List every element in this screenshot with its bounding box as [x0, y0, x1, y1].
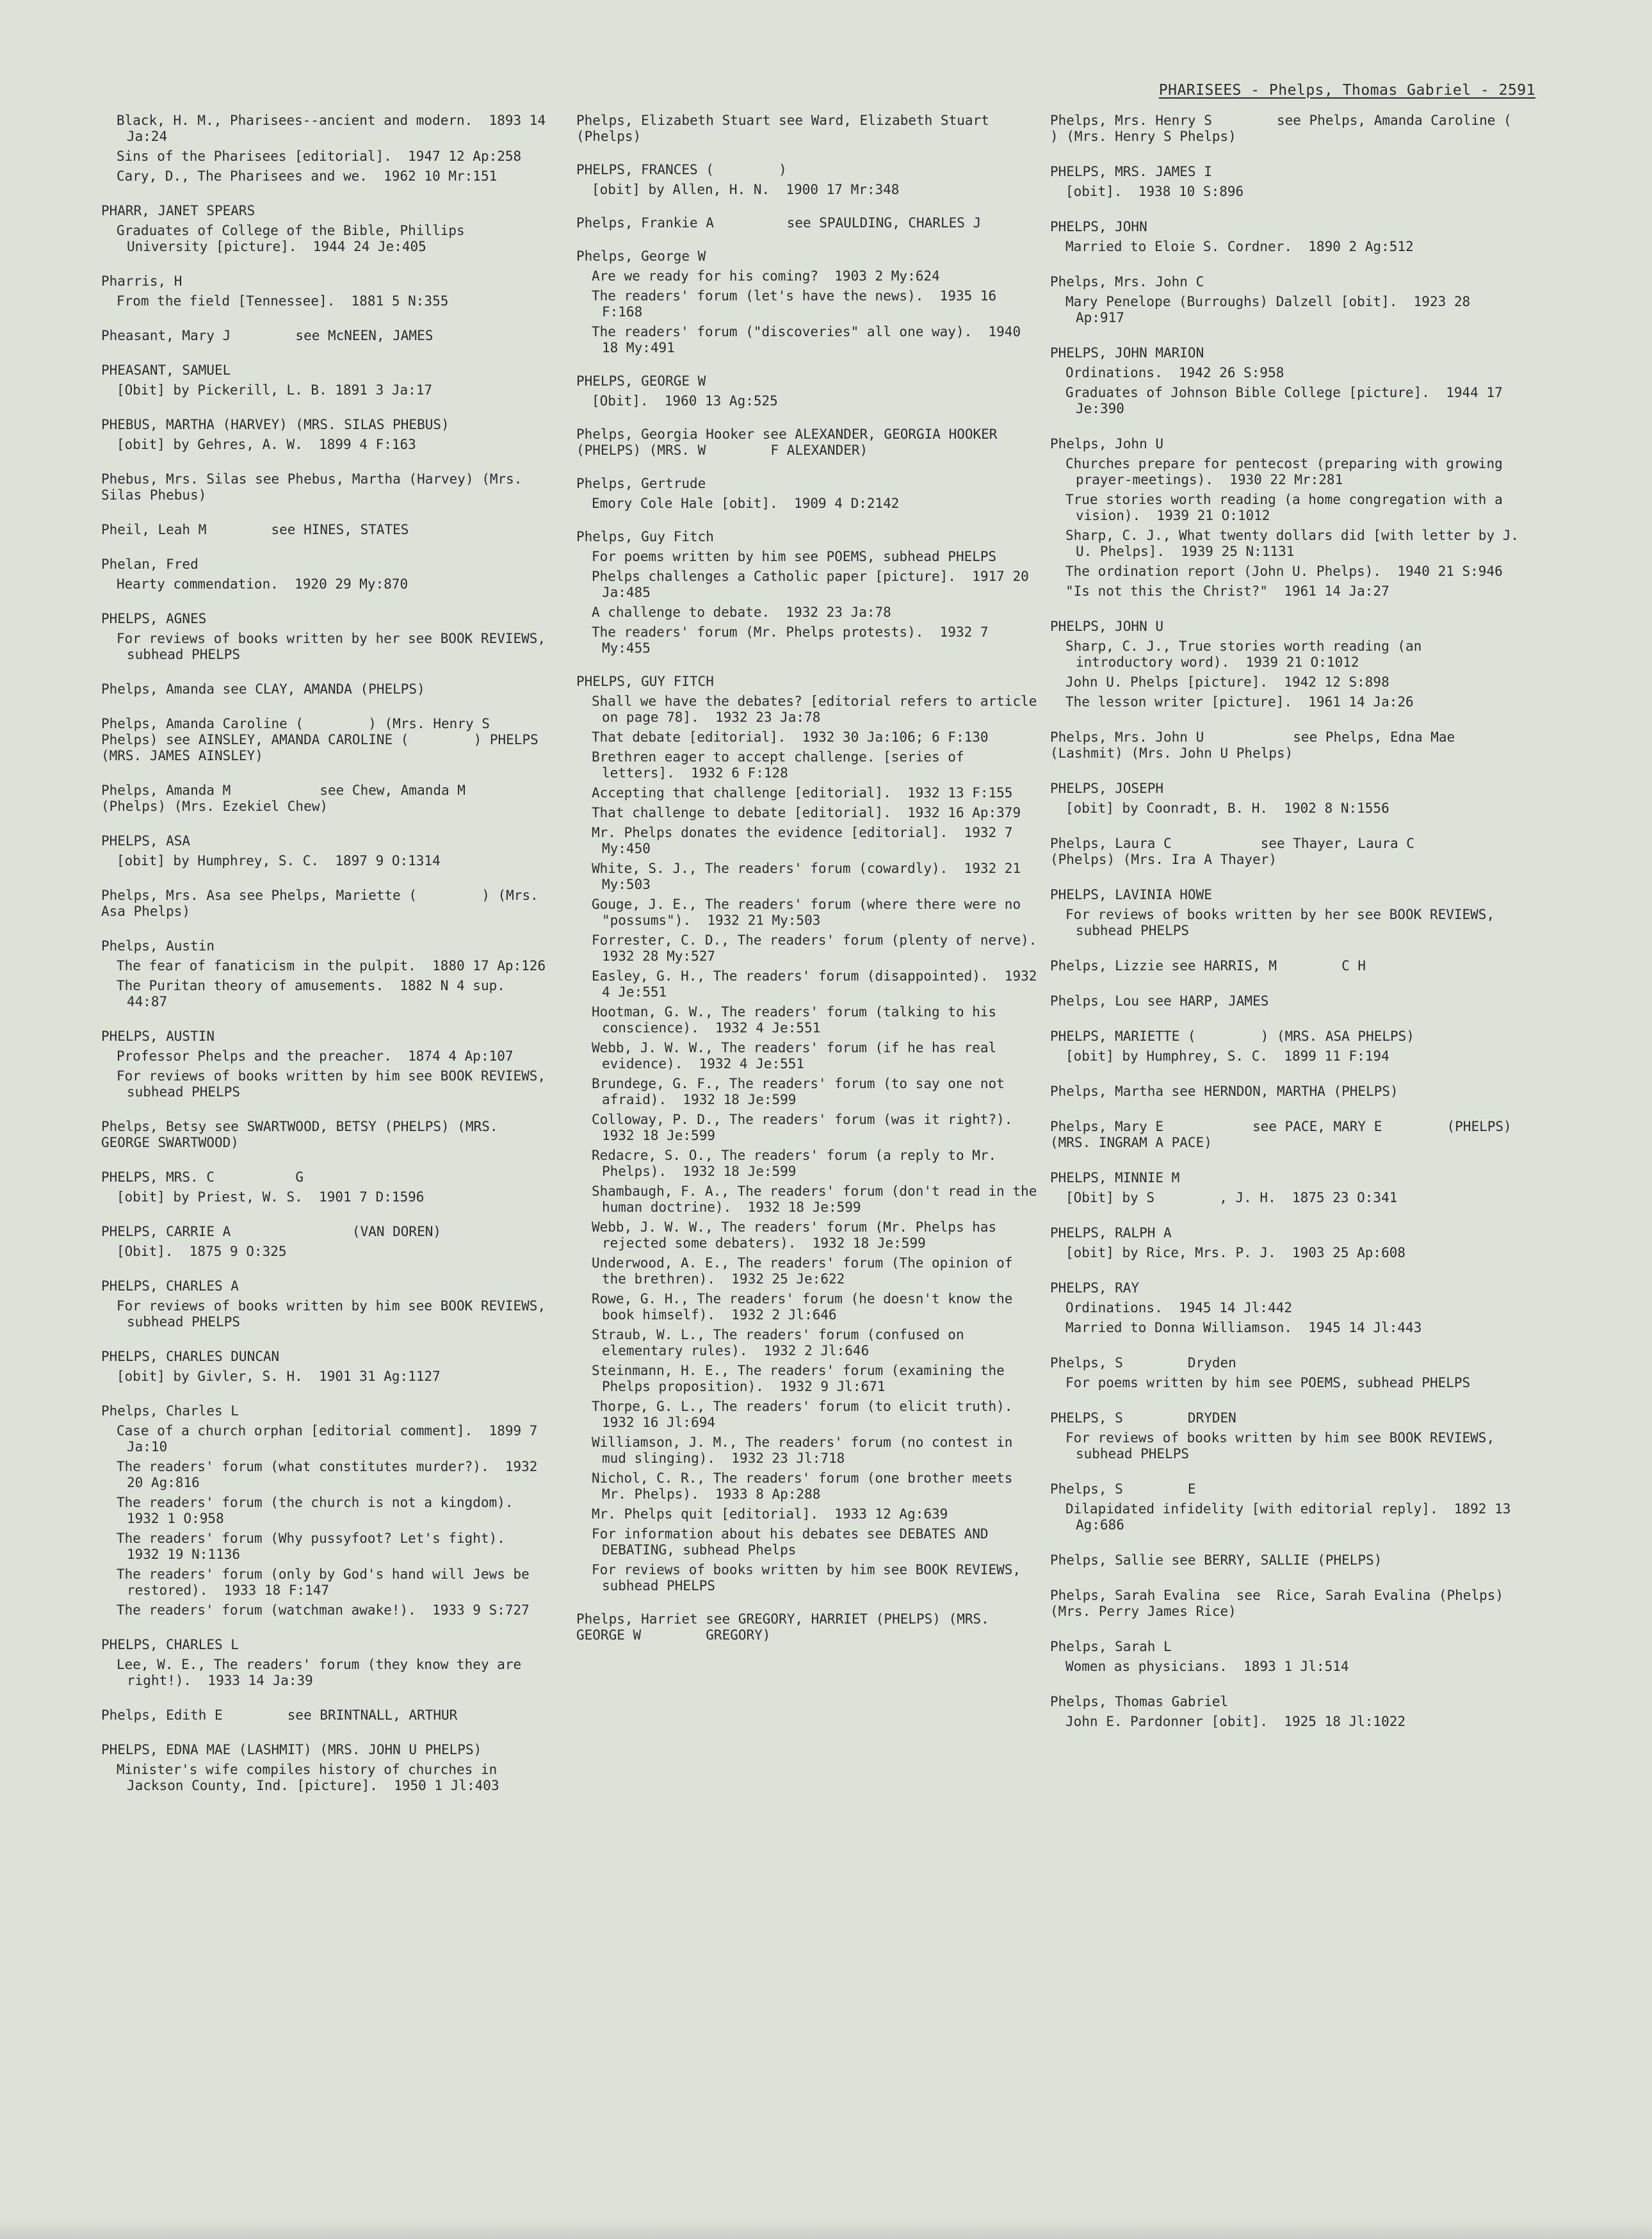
entry-heading: Phelps, Harriet see GREGORY, HARRIET (PHELPS) (MRS. GEORGE W GREGORY) [576, 1611, 998, 1643]
entry-citation: The Puritan theory of amusements. 1882 N 4 sup. 44:87 [117, 978, 514, 1009]
index-entry [101, 888, 549, 920]
entry-heading: PHELPS, CHARLES DUNCAN [101, 1349, 280, 1364]
index-entry [101, 938, 549, 1010]
entry-citation: Graduates of College of the Bible, Phillips University [picture]. 1944 24 Je:405 [117, 223, 473, 254]
index-entry [1050, 113, 1576, 145]
entry-citation: The readers' forum (let's have the news). 1935 16 F:168 [592, 288, 1005, 320]
index-entry [1050, 958, 1524, 974]
index-entry [101, 522, 549, 538]
entry-citation: Gouge, J. E., The readers' forum (where there were no "possums"). 1932 21 My:503 [592, 897, 1029, 928]
index-entry [101, 203, 549, 255]
index-entry [101, 113, 554, 184]
entry-heading: PHELPS, RALPH A [1050, 1225, 1172, 1241]
index-entry [101, 417, 549, 453]
entry-heading: Pheasant, Mary J see McNEEN, JAMES [101, 328, 433, 343]
entry-heading: PHELPS, AGNES [101, 611, 207, 626]
entry-heading: PHELPS, FRANCES ( ) [576, 162, 787, 177]
entry-citation: For information about his debates see DEBATES AND DEBATING, subhead Phelps [592, 1526, 997, 1558]
running-head: PHARISEES - Phelps, Thomas Gabriel - 2591 [1158, 82, 1535, 99]
index-entry [101, 1119, 549, 1151]
entry-citation: Colloway, P. D., The readers' forum (was it right?). 1932 18 Je:599 [592, 1112, 1029, 1143]
entry-heading: PHELPS, AUSTIN [101, 1029, 215, 1044]
index-entry [576, 427, 1037, 459]
entry-heading: Phelps, S E [1050, 1481, 1196, 1497]
entry-citation: [Obit] by S , J. H. 1875 23 O:341 [1065, 1190, 1398, 1205]
entry-citation: Graduates of Johnson Bible College [picture]. 1944 17 Je:390 [1065, 385, 1511, 416]
entry-heading: PHEASANT, SAMUEL [101, 362, 231, 378]
index-entry [1050, 219, 1524, 255]
entry-citation: Mr. Phelps donates the evidence [editorial]. 1932 7 My:450 [592, 825, 1021, 856]
entry-heading: Phelps, S Dryden [1050, 1355, 1236, 1371]
entry-citation: From the field [Tennessee]. 1881 5 N:355 [117, 293, 449, 309]
index-entry [101, 273, 549, 309]
entry-heading: PHELPS, JOHN [1050, 219, 1147, 234]
entry-heading: Phelps, Gertrude [576, 476, 706, 491]
index-column-3 [1050, 113, 1576, 1749]
entry-heading: PHELPS, GEORGE W [576, 373, 706, 389]
entry-citation: Brundege, G. F., The readers' forum (to say one not afraid). 1932 18 Je:599 [592, 1076, 1013, 1107]
entry-citation: [Obit]. 1960 13 Ag:525 [592, 393, 778, 409]
entry-citation: Forrester, C. D., The readers' forum (plenty of nerve). 1932 28 My:527 [592, 932, 1053, 964]
index-entry [1050, 729, 1524, 761]
index-entry [1050, 345, 1524, 417]
entry-citation: Sharp, C. J., True stories worth reading (an introductory word). 1939 21 O:1012 [1065, 639, 1430, 670]
index-entry [101, 783, 549, 815]
index-entry [101, 1169, 549, 1205]
entry-citation: The ordination report (John U. Phelps). 1940 21 S:946 [1065, 564, 1503, 579]
entry-citation: Married to Donna Williamson. 1945 14 Jl:443 [1065, 1320, 1422, 1335]
entry-citation: Straub, W. L., The readers' forum (confused on elementary rules). 1932 2 Jl:646 [592, 1327, 973, 1358]
entry-heading: Phelps, Martha see HERNDON, MARTHA (PHELPS) [1050, 1084, 1398, 1099]
index-entry [1050, 274, 1524, 326]
entry-citation: The readers' forum ("discoveries" all one way). 1940 18 My:491 [592, 324, 1029, 355]
entry-citation: For poems written by him see POEMS, subhead PHELPS [1065, 1375, 1471, 1390]
entry-citation: Married to Eloie S. Cordner. 1890 2 Ag:512 [1065, 239, 1414, 254]
entry-citation: A challenge to debate. 1932 23 Ja:78 [592, 605, 891, 620]
entry-citation: Churches prepare for pentecost (preparing with growing prayer-meetings). 1930 22 Mr:281 [1065, 456, 1511, 487]
index-entry [1050, 1084, 1524, 1100]
index-entry [101, 611, 554, 663]
entry-citation: For reviews of books written by him see BOOK REVIEWS, subhead PHELPS [117, 1298, 554, 1330]
entry-citation: True stories worth reading (a home congregation with a vision). 1939 21 O:1012 [1065, 492, 1511, 523]
index-entry [1050, 1694, 1524, 1730]
entry-citation: Hootman, G. W., The readers' forum (talking to his conscience). 1932 4 Je:551 [592, 1004, 1005, 1036]
index-entry [101, 362, 549, 398]
index-column-2 [576, 113, 1053, 1661]
index-entry [1050, 1410, 1524, 1462]
entry-citation: For reviews of books written by her see BOOK REVIEWS, subhead PHELPS [1065, 907, 1503, 938]
entry-heading: Phelps, Mrs. John U see Phelps, Edna Mae (Lashmit) (Mrs. John U Phelps) [1050, 729, 1463, 761]
entry-citation: Shambaugh, F. A., The readers' forum (don't read in the human doctrine). 1932 18 Je:599 [592, 1184, 1046, 1215]
entry-heading: Phelps, Mrs. Henry S see Phelps, Amanda Caroline ( ) (Mrs. Henry S Phelps) [1050, 113, 1576, 144]
index-entry [1050, 887, 1524, 939]
index-entry [576, 1611, 1037, 1643]
entry-citation: [obit] by Coonradt, B. H. 1902 8 N:1556 [1065, 801, 1389, 816]
entry-heading: Phelps, Laura C see Thayer, Laura C (Phelps) (Mrs. Ira A Thayer) [1050, 836, 1480, 867]
index-entry [1050, 993, 1524, 1009]
entry-heading: Phelps, Mary E see PACE, MARY E (PHELPS) (MRS. INGRAM A PACE) [1050, 1119, 1520, 1150]
entry-citation: Sharp, C. J., What twenty dollars did [with letter by J. U. Phelps]. 1939 25 N:1131 [1065, 528, 1527, 559]
index-entry [101, 471, 549, 503]
index-entry [101, 716, 555, 764]
entry-citation: The readers' forum (the church is not a kingdom). 1932 1 O:958 [117, 1495, 530, 1526]
index-entry [101, 1278, 554, 1330]
entry-heading: PHARR, JANET SPEARS [101, 203, 255, 218]
entry-heading: PHELPS, MINNIE M [1050, 1170, 1180, 1185]
index-entry [1050, 836, 1524, 868]
entry-heading: Phelps, George W [576, 248, 706, 264]
index-entry [101, 681, 549, 697]
index-entry [1050, 1588, 1524, 1620]
entry-heading: Phelps, Charles L [101, 1403, 239, 1419]
index-entry [1050, 1355, 1524, 1391]
entry-citation: Phelps challenges a Catholic paper [picture]. 1917 20 Ja:485 [592, 569, 1037, 600]
entry-citation: That debate [editorial]. 1932 30 Ja:106; 6 F:130 [592, 729, 989, 745]
entry-heading: PHELPS, CHARLES L [101, 1637, 239, 1652]
index-entry [576, 674, 1053, 1594]
entry-citation: [obit] by Allen, H. N. 1900 17 Mr:348 [592, 182, 900, 197]
entry-citation: Redacre, S. O., The readers' forum (a reply to Mr. Phelps). 1932 18 Je:599 [592, 1148, 1005, 1179]
entry-citation: Black, H. M., Pharisees--ancient and modern. 1893 14 Ja:24 [117, 113, 554, 144]
entry-heading: PHELPS, ASA [101, 833, 191, 849]
index-entry [1050, 436, 1527, 599]
index-entry [1050, 1481, 1524, 1533]
entry-heading: PHELPS, MRS. JAMES I [1050, 164, 1212, 179]
entry-citation: Cary, D., The Pharisees and we. 1962 10 Mr:151 [117, 168, 498, 184]
index-entry [1050, 1029, 1524, 1064]
index-entry [101, 1637, 549, 1689]
index-entry [576, 248, 1037, 356]
index-entry [101, 328, 549, 344]
entry-heading: PHELPS, JOHN U [1050, 619, 1164, 634]
entry-citation: That challenge to debate [editorial]. 1932 16 Ap:379 [592, 805, 1021, 820]
entry-citation: Webb, J. W. W., The readers' forum (if he has real evidence). 1932 4 Je:551 [592, 1040, 1005, 1071]
entry-citation: The readers' forum (watchman awake!). 1933 9 S:727 [117, 1602, 530, 1618]
entry-citation: Lee, W. E., The readers' forum (they know they are right!). 1933 14 Ja:39 [117, 1657, 530, 1688]
entry-citation: Rowe, G. H., The readers' forum (he doesn't know the book himself). 1932 2 Jl:646 [592, 1291, 1021, 1323]
entry-citation: "Is not this the Christ?" 1961 14 Ja:27 [1065, 583, 1389, 599]
entry-heading: Pharris, H [101, 273, 182, 289]
entry-citation: Steinmann, H. E., The readers' forum (examining the Phelps proposition). 1932 9 Jl:671 [592, 1363, 1013, 1394]
index-entry [576, 215, 1037, 231]
entry-heading: PHELPS, CARRIE A (VAN DOREN) [101, 1224, 442, 1239]
entry-heading: PHELPS, LAVINIA HOWE [1050, 887, 1212, 902]
entry-citation: Case of a church orphan [editorial comment]. 1899 7 Ja:10 [117, 1423, 546, 1454]
entry-heading: PHELPS, JOHN MARION [1050, 345, 1204, 361]
entry-citation: Shall we have the debates? [editorial refers to article on page 78]. 1932 23 Ja:78 [592, 694, 1046, 725]
entry-citation: Emory Cole Hale [obit]. 1909 4 D:2142 [592, 496, 900, 511]
entry-citation: For reviews of books written by him see BOOK REVIEWS, subhead PHELPS [117, 1068, 554, 1100]
entry-citation: Professor Phelps and the preacher. 1874 4 Ap:107 [117, 1048, 514, 1064]
entry-heading: Phelan, Fred [101, 557, 198, 572]
entry-citation: [obit] by Priest, W. S. 1901 7 D:1596 [117, 1189, 425, 1205]
entry-heading: Phelps, Sarah Evalina see Rice, Sarah Evalina (Phelps) (Mrs. Perry James Rice) [1050, 1588, 1512, 1619]
page-edge [0, 2220, 1652, 2239]
entry-heading: Phelps, Elizabeth Stuart see Ward, Elizabeth Stuart (Phelps) [576, 113, 998, 144]
entry-citation: For poems written by him see POEMS, subhead PHELPS [592, 549, 997, 564]
index-entry [576, 529, 1037, 656]
entry-heading: Phelps, Thomas Gabriel [1050, 1694, 1229, 1709]
index-entry [576, 476, 1037, 512]
entry-citation: [Obit] by Pickerill, L. B. 1891 3 Ja:17 [117, 382, 433, 398]
entry-heading: Phelps, Edith E see BRINTNALL, ARTHUR [101, 1707, 458, 1723]
entry-citation: The readers' forum (what constitutes murder?). 1932 20 Ag:816 [117, 1459, 546, 1490]
index-entry [1050, 164, 1524, 200]
entry-heading: Phelps, Lou see HARP, JAMES [1050, 993, 1269, 1009]
entry-citation: John E. Pardonner [obit]. 1925 18 Jl:1022 [1065, 1714, 1406, 1729]
entry-heading: PHELPS, MARIETTE ( ) (MRS. ASA PHELPS) [1050, 1029, 1414, 1044]
entry-citation: Mary Penelope (Burroughs) Dalzell [obit]. 1923 28 Ap:917 [1065, 294, 1478, 325]
index-column-1 [101, 113, 555, 1812]
entry-citation: Minister's wife compiles history of churches in Jackson County, Ind. [picture]. 1950 1 Jl:403 [117, 1762, 505, 1793]
entry-heading: Phelps, Betsy see SWARTWOOD, BETSY (PHELPS) (MRS. GEORGE SWARTWOOD) [101, 1119, 506, 1150]
index-entry [1050, 1552, 1524, 1568]
index-entry [576, 113, 1037, 145]
entry-citation: For reviews of books written by him see BOOK REVIEWS, subhead PHELPS [592, 1562, 1029, 1593]
index-entry [101, 557, 549, 592]
entry-heading: Pheil, Leah M see HINES, STATES [101, 522, 409, 537]
entry-citation: Easley, G. H., The readers' forum (disappointed). 1932 4 Je:551 [592, 968, 1046, 1000]
index-entry [1050, 1280, 1524, 1336]
entry-citation: [obit] by Rice, Mrs. P. J. 1903 25 Ap:608 [1065, 1245, 1406, 1260]
index-entry [101, 833, 549, 869]
entry-citation: For reviews of books written by him see BOOK REVIEWS, subhead PHELPS [1065, 1430, 1503, 1461]
entry-citation: Williamson, J. M., The readers' forum (no contest in mud slinging). 1932 23 Jl:718 [592, 1435, 1021, 1466]
entry-citation: White, S. J., The readers' forum (cowardly). 1932 21 My:503 [592, 861, 1029, 892]
entry-heading: PHELPS, GUY FITCH [576, 674, 714, 689]
entry-heading: PHEBUS, MARTHA (HARVEY) (MRS. SILAS PHEBUS) [101, 417, 449, 432]
entry-citation: Ordinations. 1945 14 Jl:442 [1065, 1300, 1293, 1315]
entry-heading: Phelps, John U [1050, 436, 1164, 452]
index-entry [1050, 1170, 1524, 1206]
index-entry [1050, 1119, 1524, 1151]
entry-citation: Nichol, C. R., The readers' forum (one brother meets Mr. Phelps). 1933 8 Ap:288 [592, 1470, 1021, 1502]
index-entry [576, 373, 1037, 409]
entry-heading: Phelps, Amanda Caroline ( ) (Mrs. Henry S Phelps) see AINSLEY, AMANDA CAROLINE ( ) PHELPS (MRS. JAMES AINSLEY) [101, 716, 555, 763]
entry-heading: PHELPS, RAY [1050, 1280, 1140, 1296]
entry-heading: Phelps, Guy Fitch [576, 529, 714, 544]
entry-citation: Dilapidated infidelity [with editorial reply]. 1892 13 Ag:686 [1065, 1501, 1519, 1533]
entry-heading: PHELPS, EDNA MAE (LASHMIT) (MRS. JOHN U PHELPS) [101, 1742, 482, 1757]
entry-citation: Underwood, A. E., The readers' forum (The opinion of the brethren). 1932 25 Je:622 [592, 1255, 1021, 1287]
entry-citation: Ordinations. 1942 26 S:958 [1065, 365, 1284, 380]
entry-heading: Phelps, Georgia Hooker see ALEXANDER, GEORGIA HOOKER (PHELPS) (MRS. W F ALEXANDER) [576, 427, 1006, 458]
entry-citation: Brethren eager to accept challenge. [series of letters]. 1932 6 F:128 [592, 749, 973, 781]
index-entry [1050, 781, 1524, 817]
entry-citation: [Obit]. 1875 9 O:325 [117, 1244, 287, 1259]
entry-citation: [obit] by Gehres, A. W. 1899 4 F:163 [117, 437, 416, 452]
entry-citation: Accepting that challenge [editorial]. 1932 13 F:155 [592, 785, 1013, 801]
entry-citation: For reviews of books written by her see BOOK REVIEWS, subhead PHELPS [117, 631, 554, 662]
index-entry [101, 1349, 549, 1385]
entry-heading: PHELPS, JOSEPH [1050, 781, 1164, 796]
entry-citation: [obit] by Givler, S. H. 1901 31 Ag:1127 [117, 1369, 441, 1384]
entry-citation: [obit]. 1938 10 S:896 [1065, 184, 1244, 199]
entry-citation: The lesson writer [picture]. 1961 14 Ja:26 [1065, 694, 1414, 710]
index-entry [101, 1742, 549, 1794]
entry-citation: Thorpe, G. L., The readers' forum (to elicit truth). 1932 16 Jl:694 [592, 1399, 1029, 1430]
entry-heading: Phelps, Austin [101, 938, 215, 954]
index-entry [101, 1707, 549, 1723]
index-entry [101, 1403, 549, 1618]
entry-citation: Women as physicians. 1893 1 Jl:514 [1065, 1659, 1349, 1674]
entry-citation: [obit] by Humphrey, S. C. 1897 9 O:1314 [117, 853, 441, 868]
index-entry [1050, 619, 1524, 710]
entry-heading: Phebus, Mrs. Silas see Phebus, Martha (Harvey) (Mrs. Silas Phebus) [101, 471, 531, 503]
entry-citation: Are we ready for his coming? 1903 2 My:624 [592, 268, 940, 284]
index-entry [101, 1029, 554, 1100]
index-entry [1050, 1639, 1524, 1675]
entry-heading: Phelps, Sallie see BERRY, SALLIE (PHELPS) [1050, 1552, 1382, 1568]
entry-heading: Phelps, Frankie A see SPAULDING, CHARLES J [576, 215, 982, 231]
entry-heading: Phelps, Mrs. Asa see Phelps, Mariette ( ) (Mrs. Asa Phelps) [101, 888, 547, 919]
index-entry [1050, 1225, 1524, 1261]
entry-citation: Mr. Phelps quit [editorial]. 1933 12 Ag:639 [592, 1506, 948, 1522]
entry-citation: Hearty commendation. 1920 29 My:870 [117, 576, 409, 592]
entry-heading: Phelps, Sarah L [1050, 1639, 1172, 1654]
entry-citation: The fear of fanaticism in the pulpit. 1880 17 Ap:126 [117, 958, 546, 973]
entry-heading: Phelps, Amanda M see Chew, Amanda M (Phelps) (Mrs. Ezekiel Chew) [101, 783, 531, 814]
entry-heading: PHELPS, MRS. C G [101, 1169, 304, 1185]
entry-heading: Phelps, Lizzie see HARRIS, M C H [1050, 958, 1366, 973]
entry-heading: PHELPS, CHARLES A [101, 1278, 239, 1294]
entry-citation: The readers' forum (Mr. Phelps protests). 1932 7 My:455 [592, 624, 997, 656]
entry-citation: Sins of the Pharisees [editorial]. 1947 12 Ap:258 [117, 149, 522, 164]
entry-citation: The readers' forum (Why pussyfoot? Let's fight). 1932 19 N:1136 [117, 1531, 522, 1562]
index-entry [101, 1224, 549, 1260]
entry-citation: The readers' forum (only by God's hand will Jews be restored). 1933 18 F:147 [117, 1567, 538, 1598]
index-entry [576, 162, 1037, 198]
entry-heading: Phelps, Amanda see CLAY, AMANDA (PHELPS) [101, 681, 425, 697]
entry-citation: John U. Phelps [picture]. 1942 12 S:898 [1065, 674, 1389, 690]
entry-heading: Phelps, Mrs. John C [1050, 274, 1204, 289]
entry-heading: PHELPS, S DRYDEN [1050, 1410, 1236, 1426]
entry-citation: Webb, J. W. W., The readers' forum (Mr. Phelps has rejected some debaters). 1932 18 Je:599 [592, 1219, 1005, 1251]
entry-citation: [obit] by Humphrey, S. C. 1899 11 F:194 [1065, 1048, 1389, 1064]
